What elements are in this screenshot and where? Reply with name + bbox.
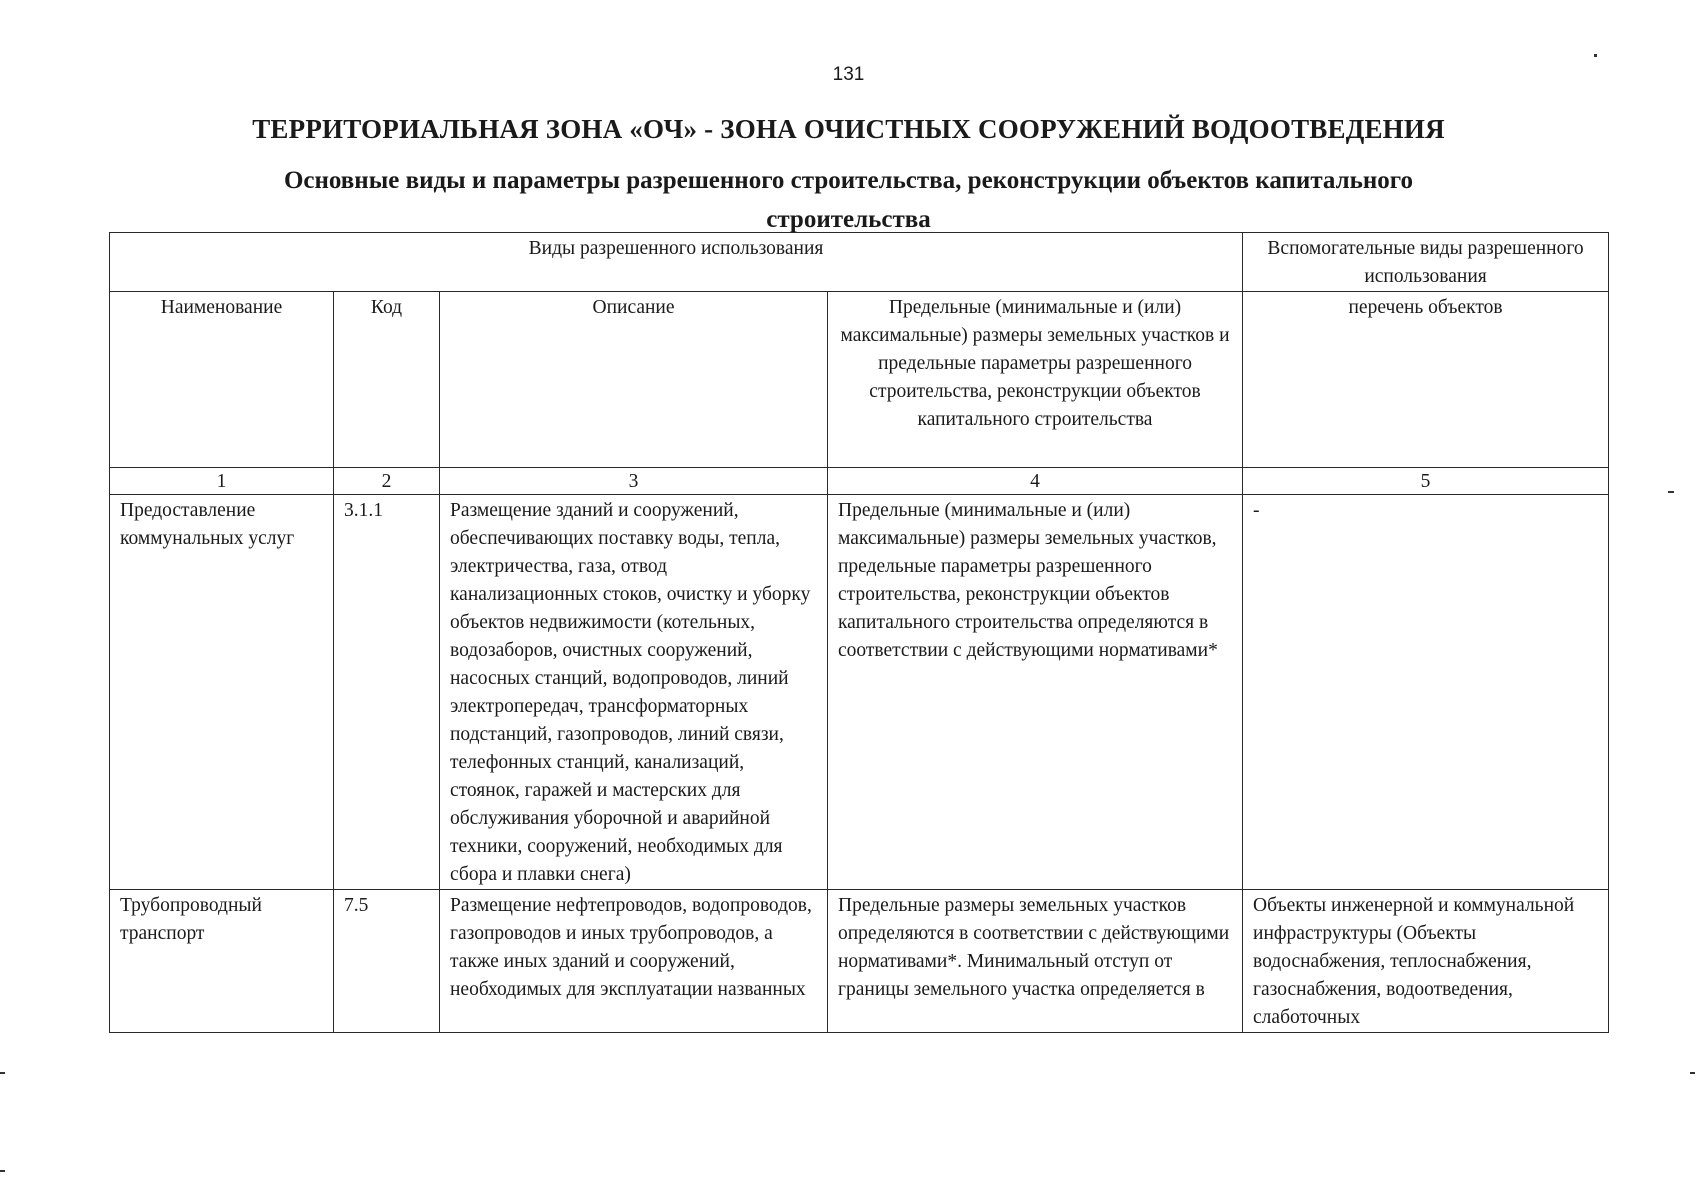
row-limits: Предельные (минимальные и (или) максимальные) размеры земельных участков, предельные параметры разрешенного строительства, реконструкции объектов капитального строительства определяются в соответствии с действующими нормативами*: [828, 495, 1243, 890]
document-title: ТЕРРИТОРИАЛЬНАЯ ЗОНА «ОЧ» - ЗОНА ОЧИСТНЫХ СООРУЖЕНИЙ ВОДООТВЕДЕНИЯ: [252, 114, 1445, 144]
column-header-row: [110, 292, 1609, 468]
row-name: Предоставление коммунальных услуг: [110, 495, 334, 890]
column-number: 5: [1243, 468, 1609, 495]
group-header-row: [110, 233, 1609, 292]
row-description: Размещение нефтепроводов, водопроводов, газопроводов и иных трубопроводов, а также иных зданий и сооружений, необходимых для эксплуатации названных: [440, 890, 828, 1033]
zoning-table: [109, 232, 1609, 1033]
table-row: [110, 890, 1609, 1033]
row-limits: Предельные размеры земельных участков определяются в соответствии с действующими нормативами*. Минимальный отступ от границы земельного участка определяется в: [828, 890, 1243, 1033]
scan-mark: [1594, 54, 1597, 57]
page-number: 131: [832, 64, 865, 85]
column-number: 2: [334, 468, 440, 495]
document-subtitle: Основные виды и параметры разрешенного строительства, реконструкции объектов капитального строительства: [283, 167, 1414, 233]
header-limits: Предельные (минимальные и (или) максимальные) размеры земельных участков и предельные параметры разрешенного строительства, реконструкции объектов капитального строительства: [828, 292, 1243, 468]
scan-mark: [0, 1170, 5, 1172]
scan-mark: [0, 1072, 5, 1074]
column-number: 3: [440, 468, 828, 495]
row-description: Размещение зданий и сооружений, обеспечивающих поставку воды, тепла, электричества, газа, отвод канализационных стоков, очистку и уборку объектов недвижимости (котельных, водозаборов, очистных сооружений, насосных станций, водопроводов, линий электропередач, трансформаторных подстанций, газопроводов, линий связи, телефонных станций, канализаций, стоянок, гаражей и мастерских для обслуживания уборочной и аварийной техники, сооружений, необходимых для сбора и плавки снега): [440, 495, 828, 890]
row-code: 7.5: [334, 890, 440, 1033]
row-code: 3.1.1: [334, 495, 440, 890]
table-row: [110, 495, 1609, 890]
header-code: Код: [334, 292, 440, 468]
header-description: Описание: [440, 292, 828, 468]
column-number: 4: [828, 468, 1243, 495]
column-number: 1: [110, 468, 334, 495]
column-number-row: [110, 468, 1609, 495]
header-permitted-uses: Виды разрешенного использования: [110, 233, 1243, 292]
header-objects: перечень объектов: [1243, 292, 1609, 468]
header-name: Наименование: [110, 292, 334, 468]
scan-mark: [1668, 491, 1674, 493]
header-auxiliary-uses: Вспомогательные виды разрешенного использования: [1243, 233, 1609, 292]
row-objects: Объекты инженерной и коммунальной инфраструктуры (Объекты водоснабжения, теплоснабжения, газоснабжения, водоотведения, слаботочных: [1243, 890, 1609, 1033]
row-name: Трубопроводный транспорт: [110, 890, 334, 1033]
row-objects: -: [1243, 495, 1609, 890]
scan-mark: [1690, 1072, 1695, 1074]
